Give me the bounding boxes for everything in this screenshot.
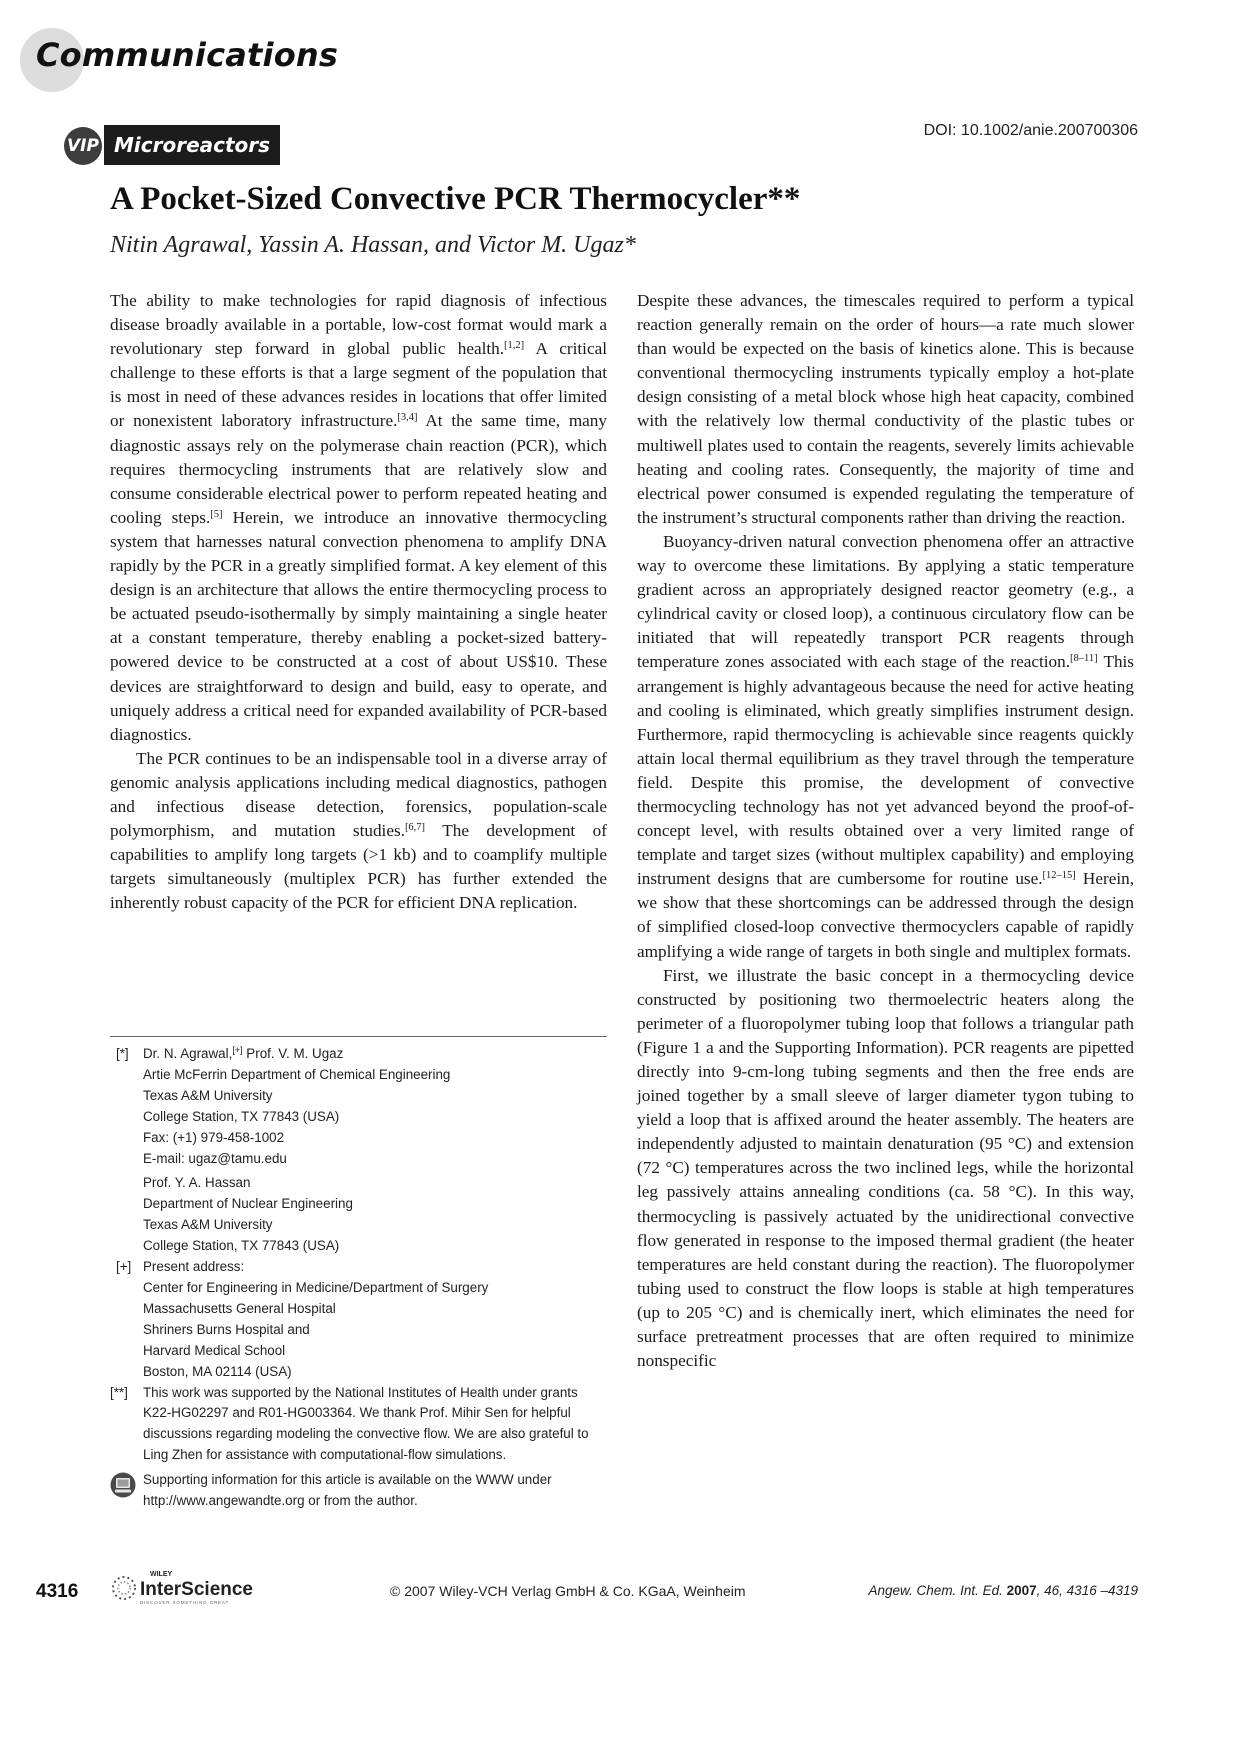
citation-ref[interactable]: [3,4] [397,412,418,424]
footnotes [110,1044,607,1512]
svg-text:DISCOVER SOMETHING GREAT: DISCOVER SOMETHING GREAT [140,1600,230,1605]
interscience-logo-icon [110,1566,280,1608]
doi[interactable]: DOI: 10.1002/anie.200700306 [923,122,1138,139]
citation-ref[interactable]: [6,7] [404,822,426,834]
article-title: A Pocket-Sized Convective PCR Thermocycler** [110,181,801,217]
computer-icon [110,1472,136,1498]
citation-ref[interactable]: [5] [210,508,223,520]
email[interactable]: E-mail: ugaz@tamu.edu [143,1150,287,1166]
paragraph: The PCR continues to be an indispensable tool in a diverse array of genomic analysis applications including medical diagnostics, pathogen and infectious disease detection, forensics, population-scale polymorphism, and mutation studies.[6,7] The development of capabilities to amplify long targets (>1 kb) and to coamplify multiple targets simultaneously (multiplex PCR) has further extended the inherently robust capacity of the PCR for efficient DNA replication. [110,748,607,913]
present-address: [+] Present address: Center for Engineering in Medicine/Department of Surgery Massachusetts General Hospital Shriners Burns Hospital and Harvard Medical School Boston, MA 02114 (USA) [116,1259,489,1379]
footnote-mark: [+] [116,1259,132,1275]
paragraph: Buoyancy-driven natural convection phenomena offer an attractive way to overcome these limitations. By applying a static temperature gradient across an appropriately designed reactor geometry (e.g., a cylindrical cavity or closed loop), a continuous circulatory flow can be initiated that will repeatedly transport PCR reagents through temperature zones associated with each stage of the reaction.[8–11] This arrangement is highly advantageous because the need for active heating and cooling is eliminated, which greatly simplifies instrument design. Furthermore, rapid thermocycling is achievable since reagents quickly attain local thermal equilibrium as they travel through the temperature field. Despite this promise, the development of convective thermocycling technology has not yet advanced beyond the proof-of-concept level, with results obtained over a very limited range of template and target sizes (without multiplex capability) and employing instrument designs that are cumbersome for routine use.[12–15] Herein, we show that these shortcomings can be addressed through the design of simplified closed-loop convective thermocyclers capable of rapidly amplifying a wide range of targets in both single and multiplex formats. [637,531,1134,961]
left-column [110,289,607,915]
paragraph: The ability to make technologies for rapid diagnosis of infectious disease broadly available in a portable, low-cost format would mark a revolutionary step forward in global public health.[1,2] A critical challenge to these efforts is that a large segment of the population that is most in need of these advances resides in locations that offer limited or nonexistent laboratory infrastructure.[3,4] At the same time, many diagnostic assays rely on the polymerase chain reaction (PCR), which requires thermocycling instruments that are relatively slow and consume considerable electrical power to perform repeated heating and cooling steps.[5] Herein, we introduce an innovative thermocycling system that harnesses natural convection phenomena to amplify DNA rapidly by the PCR in a greatly simplified format. A key element of this design is an architecture that allows the entire thermocycling process to be actuated pseudo-isothermally by simply maintaining a single heater at a constant temperature, thereby enabling a pocket-sized battery-powered device to be constructed at a cost of about US$10. These devices are straightforward to design and build, easy to operate, and uniquely address a critical need for expanded availability of PCR-based diagnostics. [110,291,607,744]
citation-ref[interactable]: [1,2] [504,340,525,352]
svg-text:InterScience: InterScience [140,1579,253,1600]
supporting-info: Supporting information for this article is available on the WWW under http://www.angewandte.org or from the author. [110,1470,607,1512]
author-list: Nitin Agrawal, Yassin A. Hassan, and Victor M. Ugaz* [110,232,636,258]
vip-badge: VIP [64,127,102,165]
svg-text:WILEY: WILEY [150,1571,173,1578]
paragraph: Despite these advances, the timescales required to perform a typical reaction generally remain on the order of hours—a rate much slower than would be expected on the basis of kinetics alone. This is because conventional thermocycling instruments typically employ a hot-plate design consisting of a metal block whose high heat capacity, combined with the relatively low thermal conductivity of the plastic tubes or multiwell plates used to contain the reagents, severely limits achievable heating and cooling rates. Consequently, the majority of time and electrical power consumed is expended regulating the temperature of the instrument’s structural components rather than driving the reaction. [637,291,1134,527]
citation-ref[interactable]: [12–15] [1042,870,1076,882]
right-column [637,289,1134,1373]
footnote-mark: [**] [110,1384,128,1400]
interscience-logo[interactable] [110,1566,280,1608]
footnote-mark: [*] [116,1046,129,1061]
author-affiliation: [*] Dr. N. Agrawal,[+] Prof. V. M. Ugaz Artie McFerrin Department of Chemical Engineering Texas A&M University College Station, TX 77843 (USA) Fax: (+1) 979-458-1002 E-mail: ugaz@tamu.edu Prof. Y. A. Hassan Department of Nuclear Engineering Texas A&M University College Station, TX 77843 (USA) [110,1044,607,1257]
footnote-divider [110,1036,607,1037]
page-number: 4316 [36,1581,79,1602]
acknowledgement: [**] This work was supported by the National Institutes of Health under grants K22-HG02297 and R01-HG003364. We thank Prof. Mihir Sen for helpful discussions regarding modeling the convective flow. We are also grateful to Ling Zhen for assistance with computational-flow simulations. [110,1384,589,1463]
citation-ref[interactable]: [8–11] [1070,653,1098,665]
paragraph: First, we illustrate the basic concept in a thermocycling device constructed by positioning two thermoelectric heaters along the perimeter of a fluoropolymer tubing loop that follows a triangular path (Figure 1 a and the Supporting Information). PCR reagents are pipetted directly into 9-cm-long tubing segments and then the free ends are joined together by a small sleeve of larger diameter tygon tubing to yield a loop that is affixed around the heater assembly. The heaters are independently adjusted to maintain denaturation (95 °C) and extension (72 °C) temperatures across the two inclined legs, while the horizontal leg passively attains annealing conditions (ca. 58 °C). In this way, thermocycling is passively actuated by the unidirectional convective flow generated in response to the imposed thermal gradient (the heater temperatures are held constant during the reaction). The fluoropolymer tubing used to construct the flow loops is stable at high temperatures (up to 205 °C) and is chemically inert, which eliminates the need for surface pretreatment processes that are often required to minimize nonspecific [637,965,1134,1371]
category-label: Microreactors [104,125,280,165]
copyright: © 2007 Wiley-VCH Verlag GmbH & Co. KGaA, Weinheim [390,1583,746,1599]
journal-citation: Angew. Chem. Int. Ed. 2007, 46, 4316 –4319 [868,1583,1138,1598]
section-title: Communications [36,36,339,74]
